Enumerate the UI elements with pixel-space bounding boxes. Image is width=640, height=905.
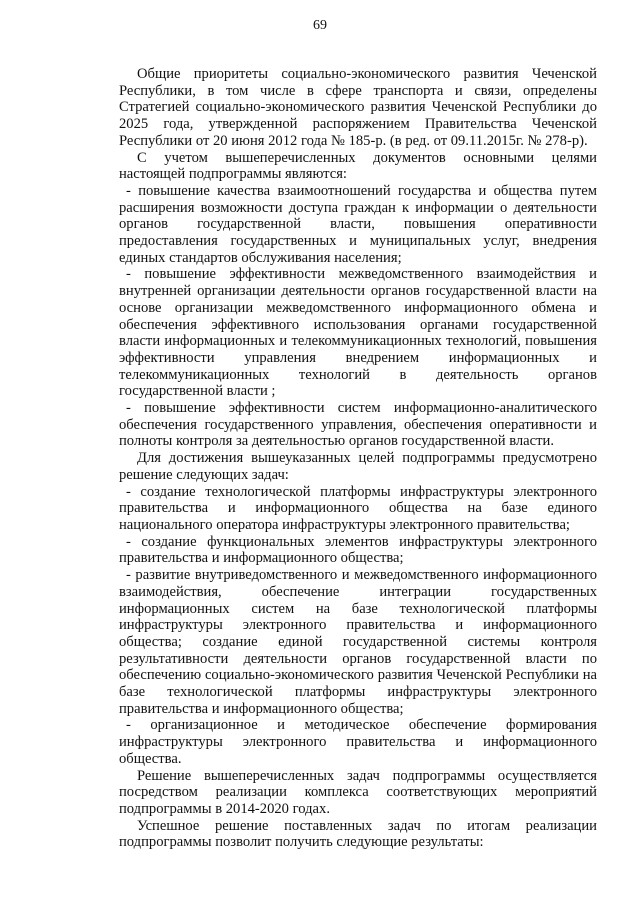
paragraph-priorities: Общие приоритеты социально-экономического развития Чеченской Республики, в том числе в сфере транспорта и связи, определены Стратегией социально-экономического развития Чеченской Республики до 2025 года, утвержденной распоряжением Правительства Чеченской Республики от 20 июня 2012 года № 185-р. (в ред. от 09.11.2015г. № 278-р). [119,66,597,149]
task-item: - создание технологической платформы инфраструктуры электронного правительства и информационного общества на базе единого национального оператора инфраструктуры электронного правительства; [119,483,597,533]
page-number: 69 [313,18,327,33]
goal-item: - повышение эффективности систем информационно-аналитического обеспечения государственного управления, обеспечения оперативности и полноты контроля за деятельностью органов государственной власти. [119,400,597,450]
document-body [119,66,597,851]
paragraph-tasks-intro: Для достижения вышеуказанных целей подпрограммы предусмотрено решение следующих задач: [119,450,597,483]
task-item: - развитие внутриведомственного и межведомственного информационного взаимодействия, обеспечение интеграции государственных информационных систем на базе технологической платформы инфраструктуры электронного правительства и информационного общества; создание единой государственной системы контроля результативности деятельности органов государственной власти по обеспечению социально-экономического развития Чеченской Республики на базе технологической платформы инфраструктуры электронного правительства и информационного общества; [119,567,597,717]
task-item: - организационное и методическое обеспечение формирования инфраструктуры электронного правительства и информационного общества. [119,717,597,767]
paragraph-results-intro: Успешное решение поставленных задач по итогам реализации подпрограммы позволит получить следующие результаты: [119,817,597,851]
paragraph-goals-intro: С учетом вышеперечисленных документов основными целями настоящей подпрограммы являются: [119,149,597,183]
paragraph-implementation: Решение вышеперечисленных задач подпрограммы осуществляется посредством реализации комплекса соответствующих мероприятий подпрограммы в 2014-2020 годах. [119,767,597,817]
goal-item: - повышение эффективности межведомственного взаимодействия и внутренней организации деятельности органов государственной власти на основе организации межведомственного информационного обмена и обеспечения эффективного использования органами государственной власти информационных и телекоммуникационных технологий, повышения эффективности управления внедрением информационных и телекоммуникационных технологий в деятельность органов государственной власти ; [119,266,597,400]
goal-item: - повышение качества взаимоотношений государства и общества путем расширения возможности доступа граждан к информации о деятельности органов государственной власти, повышения оперативности предоставления государственных и муниципальных услуг, внедрения единых стандартов обслуживания населения; [119,182,597,266]
task-item: - создание функциональных элементов инфраструктуры электронного правительства и информационного общества; [119,533,597,567]
